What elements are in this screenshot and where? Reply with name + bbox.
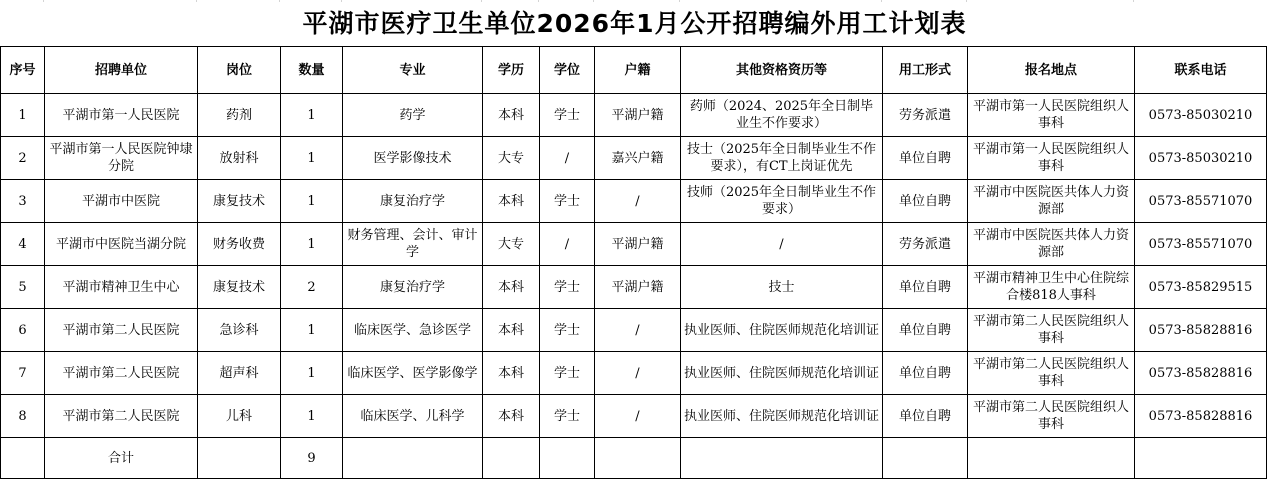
table-cell: 执业医师、住院医师规范化培训证 [681, 309, 883, 352]
table-cell: 平湖市精神卫生中心 [45, 266, 198, 309]
table-cell: 康复技术 [198, 266, 281, 309]
table-cell: 超声科 [198, 352, 281, 395]
table-cell [968, 438, 1135, 479]
table-cell: 平湖市中医院 [45, 180, 198, 223]
table-cell: 财务收费 [198, 223, 281, 266]
table-cell: 3 [1, 180, 45, 223]
table-cell: 学士 [540, 352, 595, 395]
table-cell [681, 438, 883, 479]
table-cell: 平湖市第一人民医院钟埭分院 [45, 137, 198, 180]
table-cell: 药学 [343, 94, 483, 137]
table-cell: 药剂 [198, 94, 281, 137]
table-cell: 2 [1, 137, 45, 180]
table-row [1, 223, 1267, 266]
table-cell: 1 [1, 94, 45, 137]
total-count: 9 [281, 438, 343, 479]
table-cell: 劳务派遣 [883, 223, 968, 266]
table-cell: 0573-85828816 [1135, 309, 1267, 352]
table-cell [540, 438, 595, 479]
table-cell: 平湖市第一人民医院组织人事科 [968, 137, 1135, 180]
table-cell: 单位自聘 [883, 395, 968, 438]
table-cell: 1 [281, 352, 343, 395]
table-cell: 1 [281, 137, 343, 180]
table-cell: 1 [281, 223, 343, 266]
table-cell: 急诊科 [198, 309, 281, 352]
table-cell: 单位自聘 [883, 266, 968, 309]
table-cell: 技士 [681, 266, 883, 309]
total-label: 合计 [45, 438, 198, 479]
table-cell: 平湖市中医院当湖分院 [45, 223, 198, 266]
table-cell: 执业医师、住院医师规范化培训证 [681, 352, 883, 395]
table-cell: 平湖市第二人民医院 [45, 309, 198, 352]
table-cell: 单位自聘 [883, 137, 968, 180]
table-cell: 儿科 [198, 395, 281, 438]
table-cell: 药师（2024、2025年全日制毕业生不作要求） [681, 94, 883, 137]
table-cell: 平湖户籍 [595, 223, 681, 266]
table-cell: 本科 [483, 352, 540, 395]
table-cell: / [595, 352, 681, 395]
table-cell: / [595, 395, 681, 438]
header-cell: 用工形式 [883, 47, 968, 94]
table-cell: 本科 [483, 266, 540, 309]
table-cell: 平湖市精神卫生中心住院综合楼818人事科 [968, 266, 1135, 309]
table-cell: 本科 [483, 180, 540, 223]
header-row [1, 47, 1267, 94]
table-cell: 单位自聘 [883, 352, 968, 395]
table-cell [883, 438, 968, 479]
table-cell: 单位自聘 [883, 309, 968, 352]
header-cell: 学位 [540, 47, 595, 94]
table-cell: 1 [281, 94, 343, 137]
table-cell: 5 [1, 266, 45, 309]
table-cell: 平湖市第一人民医院 [45, 94, 198, 137]
table-cell: 大专 [483, 137, 540, 180]
table-cell: 本科 [483, 309, 540, 352]
header-cell: 报名地点 [968, 47, 1135, 94]
table-cell: 放射科 [198, 137, 281, 180]
header-cell: 数量 [281, 47, 343, 94]
table-row [1, 395, 1267, 438]
table-cell: 平湖市第二人民医院组织人事科 [968, 352, 1135, 395]
table-cell: 劳务派遣 [883, 94, 968, 137]
table-cell [483, 438, 540, 479]
table-cell: 平湖市第二人民医院组织人事科 [968, 309, 1135, 352]
table-cell: / [540, 137, 595, 180]
table-cell: 学士 [540, 266, 595, 309]
header-cell: 岗位 [198, 47, 281, 94]
table-cell: 1 [281, 395, 343, 438]
table-row [1, 309, 1267, 352]
table-cell: 0573-85828816 [1135, 395, 1267, 438]
table-cell: 技士（2025年全日制毕业生不作要求），有CT上岗证优先 [681, 137, 883, 180]
table-cell: 0573-85030210 [1135, 94, 1267, 137]
table-cell [1135, 438, 1267, 479]
table-cell: 0573-85571070 [1135, 223, 1267, 266]
table-row [1, 352, 1267, 395]
table-cell: 0573-85571070 [1135, 180, 1267, 223]
header-cell: 序号 [1, 47, 45, 94]
table-cell: 7 [1, 352, 45, 395]
table-cell: 平湖市中医院医共体人力资源部 [968, 180, 1135, 223]
table-cell: 康复技术 [198, 180, 281, 223]
table-cell: 平湖市第二人民医院组织人事科 [968, 395, 1135, 438]
table-cell: 平湖户籍 [595, 94, 681, 137]
table-cell: 平湖市第二人民医院 [45, 395, 198, 438]
table-cell: 本科 [483, 94, 540, 137]
table-cell: / [595, 180, 681, 223]
table-cell: 0573-85828816 [1135, 352, 1267, 395]
table-row [1, 137, 1267, 180]
table-cell: 学士 [540, 180, 595, 223]
table-cell [343, 438, 483, 479]
table-cell: 学士 [540, 309, 595, 352]
header-cell: 专业 [343, 47, 483, 94]
table-cell: 6 [1, 309, 45, 352]
table-cell [1, 438, 45, 479]
table-cell: 1 [281, 180, 343, 223]
table-cell: 临床医学、急诊医学 [343, 309, 483, 352]
table-cell: 学士 [540, 395, 595, 438]
table-cell: 技师（2025年全日制毕业生不作要求） [681, 180, 883, 223]
header-cell: 户籍 [595, 47, 681, 94]
header-cell: 联系电话 [1135, 47, 1267, 94]
table-cell [198, 438, 281, 479]
table-cell: 平湖户籍 [595, 266, 681, 309]
table-cell: 平湖市中医院医共体人力资源部 [968, 223, 1135, 266]
table-cell: 康复治疗学 [343, 180, 483, 223]
table-cell: 平湖市第一人民医院组织人事科 [968, 94, 1135, 137]
table-cell: 康复治疗学 [343, 266, 483, 309]
table-cell: 大专 [483, 223, 540, 266]
table-cell: / [681, 223, 883, 266]
header-cell: 招聘单位 [45, 47, 198, 94]
header-cell: 其他资格资历等 [681, 47, 883, 94]
table-row [1, 180, 1267, 223]
table-cell: 1 [281, 309, 343, 352]
table-cell: 临床医学、医学影像学 [343, 352, 483, 395]
table-cell: 临床医学、儿科学 [343, 395, 483, 438]
table-row [1, 266, 1267, 309]
table-cell: 0573-85829515 [1135, 266, 1267, 309]
table-cell: 嘉兴户籍 [595, 137, 681, 180]
table-cell [595, 438, 681, 479]
table-cell: 财务管理、会计、审计学 [343, 223, 483, 266]
table-cell: 0573-85030210 [1135, 137, 1267, 180]
table-cell: / [540, 223, 595, 266]
table-cell: 4 [1, 223, 45, 266]
recruitment-table [0, 46, 1267, 479]
table-row [1, 94, 1267, 137]
table-cell: 单位自聘 [883, 180, 968, 223]
table-cell: 本科 [483, 395, 540, 438]
page-title: 平湖市医疗卫生单位2026年1月公开招聘编外用工计划表 [302, 9, 967, 38]
table-cell: / [595, 309, 681, 352]
table-cell: 平湖市第二人民医院 [45, 352, 198, 395]
table-cell: 8 [1, 395, 45, 438]
header-cell: 学历 [483, 47, 540, 94]
table-cell: 医学影像技术 [343, 137, 483, 180]
table-cell: 学士 [540, 94, 595, 137]
table-cell: 执业医师、住院医师规范化培训证 [681, 395, 883, 438]
table-cell: 2 [281, 266, 343, 309]
total-row [1, 438, 1267, 479]
